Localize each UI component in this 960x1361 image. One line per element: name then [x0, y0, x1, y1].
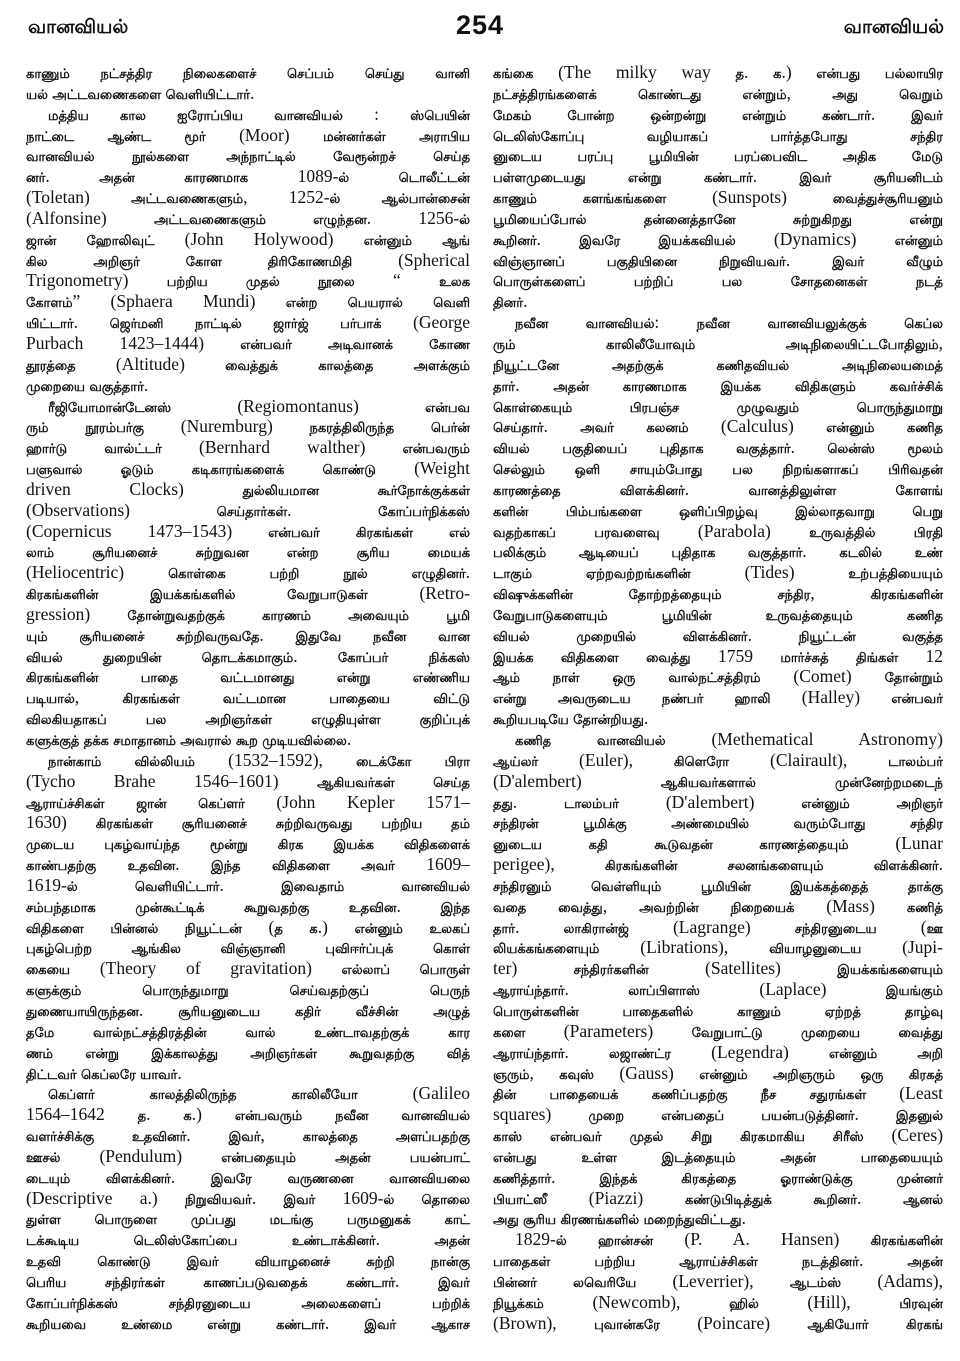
text-line: 1564–1642 த. க.) என்பவரும் நவீன வானவியல் — [26, 1106, 470, 1125]
text-line: (Brown), புவான்கரே (Poincare) ஆகியோர் கிரகங் — [493, 1314, 943, 1333]
text-line: ஆய்லர் (Euler), கிளெரோ (Clairault), டாலம்பர் — [493, 751, 943, 770]
text-line: டெலிஸ்கோப்பு வழியாகப் பார்த்தபோது சந்திர — [493, 129, 943, 145]
text-line: டையும் விளக்கினர். இவரே வருணனை வானவியலை — [26, 1168, 470, 1187]
text-line: பூமியைப்போல் தன்னைத்தானே சுற்றுகிறது என்று — [493, 212, 943, 228]
text-line: மத்திய கால ஐரோப்பிய வானவியல் : ஸ்பெயின் — [48, 105, 470, 124]
text-line: துணையாயிருந்தன. சூரியனுடைய கதிர் வீச்சின் அழுத் — [26, 1001, 470, 1020]
text-line: லாம் சூரியனைச் சுற்றுவன என்ற சூரிய மையக் — [26, 546, 470, 562]
paragraph — [26, 752, 470, 1086]
text-line: திட்டவர் கெப்லரே யாவர். — [26, 1064, 182, 1083]
text-line: கெப்ளர் காலத்திலிருந்த காலிலீயோ (Galileo — [48, 1085, 470, 1104]
text-line: களுக்கும் பொருந்துமாறு செய்வதற்குப் பெருந் — [26, 984, 470, 1000]
paragraph — [26, 64, 470, 106]
text-line: கிரகங்களின் இயக்கங்களில் வேறுபாடுகள் (Retro- — [26, 585, 470, 604]
text-line: வதற்காகப் பரவளைவு (Parabola) உருவத்தில் பிரதி — [493, 522, 943, 541]
text-line: தார். லாகிரான்ஜ் (Lagrange) சந்திரனுடைய (ஊ — [493, 918, 943, 937]
text-line: ter) சந்திரர்களின் (Satellites) இயக்கங்களையும் — [493, 960, 943, 979]
text-line: (D'alembert) ஆகியவர்களால் முன்னேற்றமடைந் — [493, 772, 943, 791]
text-line: அது சூரிய கிரணங்களில் மறைந்துவிட்டது. — [493, 1210, 746, 1229]
text-line: ஞரும், கவுஸ் (Gauss) என்னும் அறிஞரும் ஒரு கிரகத் — [493, 1064, 943, 1083]
text-line: டக்கூடிய டெலிஸ்கோப்பை உண்டாக்கினர். அதன் — [26, 1231, 470, 1250]
text-line: ரீஜியோமான்டேனஸ் (Regiomontanus) என்பவ — [48, 397, 470, 416]
text-line: யல் அட்டவணைகளை வெளியிட்டார். — [26, 84, 255, 103]
text-line: பின்னர் லவெரியே (Leverrier), ஆடம்ஸ் (Adams), — [493, 1272, 943, 1291]
text-line: நியூட்டனே அதற்குக் கணிதவியல் அடிநிலையமைத் — [493, 358, 943, 374]
text-line: விலகியதாகப் பல அறிஞர்கள் எழுதியுள்ள குறிப்புக் — [26, 713, 470, 729]
text-line: னுடைய கதி கூடுவதன் காரணத்தையும் (Lunar — [493, 835, 943, 854]
text-line: முடைய புகழ்வாய்ந்த மூன்று கிரக இயக்க விதிகளைக் — [26, 838, 470, 854]
text-line: கோளம்” (Sphaera Mundi) என்ற பெயரால் வெளி — [26, 293, 470, 312]
text-line: காஸ் என்பவர் முதல் சிறு கிரகமாகிய சிரீஸ் (Ceres) — [493, 1127, 943, 1146]
text-line: ஜான் ஹோலிவுட் (John Holywood) என்னும் ஆங் — [26, 230, 470, 249]
left-column — [26, 64, 470, 1335]
text-line: சந்திரன் பூமிக்கு அண்மையில் வரும்போது சந்திர — [493, 817, 943, 833]
text-line: squares) முறை என்பதைப் பயன்படுத்தினர். இதனுல் — [493, 1106, 943, 1125]
text-line: டாகும் ஏற்றவற்றங்களின் (Tides) உற்பத்தியையும் — [493, 564, 943, 583]
text-line: னுடைய பரப்பு பூமியின் பரப்பைவிட அதிக மேடு — [493, 150, 943, 166]
text-line: பாதைகள் பற்றிய ஆராய்ச்சிகள் நடத்தினர். அதன் — [493, 1252, 943, 1271]
paragraph — [493, 64, 943, 314]
text-line: வியல் துறையின் தொடக்கமாகும். கோப்பர் நிக்கஸ் — [26, 647, 470, 666]
text-line: படியால், கிரகங்கள் வட்டமான பாதையை விட்டு — [26, 689, 470, 708]
text-line: நியூக்கம் (Newcomb), ஹில் (Hill), பிரவுன் — [493, 1293, 943, 1312]
page-number: 254 — [455, 10, 505, 40]
text-line: காரணத்தை விளக்கினர். வானத்திலுள்ள கோளங் — [493, 480, 943, 499]
text-line: முறையை வகுத்தார். — [26, 376, 149, 395]
text-line: தினர். — [493, 293, 528, 312]
text-line: கணித வானவியல் (Methematical Astronomy) — [515, 731, 943, 749]
text-line: நாட்டை ஆண்ட மூர் (Moor) மன்னர்கள் அராபிய — [26, 126, 470, 145]
paragraph — [493, 731, 943, 1231]
text-line: புகழ்பெற்ற ஆங்கில விஞ்ஞானி புவிஈர்ப்புக் கொள் — [26, 942, 470, 958]
paragraph — [493, 1231, 943, 1335]
text-line: கிரகங்களின் பாதை வட்டமானது என்று எண்ணிய — [26, 671, 470, 687]
text-line: தமே வால்நட்சத்திரத்தின் வால் உண்டாவதற்குக் கார — [26, 1025, 470, 1041]
text-line: தின் பாதையைக் கணிப்பதற்கு நீச சதுரங்கள் (Least — [493, 1085, 943, 1104]
text-line: வதை வைத்து, அவற்றின் நிறையைக் (Mass) கணித் — [493, 897, 943, 916]
text-line: ஆம் நாள் ஒரு வால்நட்சத்திரம் (Comet) தோன்றும் — [493, 668, 943, 687]
text-line: (Heliocentric) கொள்கை பற்றி நூல் எழுதினர். — [26, 564, 470, 583]
text-line: நான்காம் வில்லியம் (1532–1592), டைக்கோ பிரா — [48, 751, 470, 770]
right-column — [493, 64, 943, 1335]
text-line: களை (Parameters) வேறுபாட்டு முறையை வைத்து — [493, 1022, 943, 1041]
text-line: லியக்கங்களையும் (Librations), வியாழனுடைய (Jupi- — [493, 939, 943, 958]
text-line: (Descriptive a.) நிறுவியவர். இவர் 1609-ல் தொலை — [26, 1189, 470, 1208]
text-line: வானவியல் நூல்களை அந்நாட்டில் வேரூன்றச் செய்த — [26, 150, 470, 166]
text-line: பொருள்களைப் பற்றிப் பல சோதனைகள் நடத் — [493, 275, 943, 291]
text-line: காணும் நட்சத்திர நிலைகளைச் செப்பம் செய்து வானி — [26, 67, 470, 82]
text-line: தார். அதன் காரணமாக இயக்க விதிகளும் கவர்ச்சிக் — [493, 376, 943, 395]
text-line: கூறினர். இவரே இயக்கவியல் (Dynamics) என்னும் — [493, 230, 943, 249]
text-line: செல்லும் ஒளி சாயும்போது பல நிறங்களாகப் பிரிவதன் — [493, 463, 943, 479]
text-line: வியல் முறையில் விளக்கினர். நியூட்டன் வகுத்த — [493, 626, 943, 645]
text-line: ரும் காலிலீயோவும் அடிநிலையிட்டபோதிலும், — [493, 334, 943, 353]
text-line: சம்பந்தமாக முன்கூட்டிக் கூறுவதற்கு உதவின. இந்த — [26, 897, 470, 916]
text-line: கணித்தார். இந்தக் கிரகத்தை ஓராண்டுக்கு முன்னர் — [493, 1168, 943, 1187]
running-head-left: வானவியல் — [28, 16, 129, 38]
text-line: தூரத்தை (Altitude) வைத்துக் காலத்தை அளக்கும் — [26, 355, 470, 374]
text-line: சந்திரனும் வெள்ளியும் பூமியின் இயக்கத்தைத் தாக்கு — [493, 879, 943, 895]
text-line: கோப்பர்நிக்கஸ் சந்திரனுடைய அலைகளைப் பற்றிக் — [26, 1296, 470, 1312]
text-line: களின் பிம்பங்களை ஒளிப்பிறழ்வு இல்லாதவாறு பெறு — [493, 504, 943, 520]
text-line: வேறுபாடுகளையும் பூமியின் உருவத்தையும் கணித — [493, 608, 943, 624]
text-line: கொள்கையும் பிரபஞ்ச முழுவதும் பொருந்துமாறு — [493, 400, 943, 416]
text-line: துள்ள பொருளை முப்பது மடங்கு பருமனுகக் காட் — [26, 1213, 470, 1229]
text-line: நவீன வானவியல்: நவீன வானவியலுக்குக் கெப்ல — [515, 314, 943, 333]
text-line: perigee), கிரகங்களின் சலனங்களையும் விளக்கினர். — [493, 856, 943, 875]
text-line: னர். அதன் காரணமாக 1089-ல் டொலீட்டன் — [26, 168, 470, 187]
text-line: Trigonometry) பற்றிய முதல் நூலை “ உலக — [26, 272, 470, 291]
text-line: என்று அவருடைய நண்பர் ஹாலி (Halley) என்பவர் — [493, 689, 943, 708]
text-line: கூறியபடியே தோன்றியது. — [493, 710, 649, 729]
text-line: பியாட்ஸீ (Piazzi) கண்டுபிடித்துக் கூறினர். ஆனல் — [493, 1189, 943, 1208]
text-line: பொருள்களின் பாதைகளில் காணும் ஏற்றத் தாழ்வு — [493, 1004, 943, 1020]
text-line: (Observations) செய்தார்கள். கோப்பர்நிக்கஸ் — [26, 501, 470, 520]
text-line: (Toletan) அட்டவணைகளும், 1252-ல் ஆல்பான்சைன் — [26, 189, 470, 208]
text-line: (Copernicus 1473–1543) என்பவர் கிரகங்கள் எல் — [26, 522, 470, 541]
text-line: ணம் என்று இக்காலத்து அறிஞர்கள் கூறுவதற்கு வித் — [26, 1046, 470, 1062]
text-line: என்பது உள்ள இடத்தையும் அதன் பாதையையும் — [493, 1150, 943, 1166]
text-line: 1829-ல் ஹான்சன் (P. A. Hansen) கிரகங்களின் — [515, 1231, 943, 1250]
text-line: விதிகளை பின்னல் நியூட்டன் (த க.) என்னும் உலகப் — [26, 918, 470, 937]
text-line: கங்கை (The milky way த. க.) என்பது பல்லாயிர — [493, 64, 943, 82]
text-line: ஊசல் (Pendulum) என்பதையும் அதன் பயன்பாட் — [26, 1147, 470, 1166]
running-head-right: வானவியல் — [843, 16, 944, 38]
text-line: 1630) கிரகங்கள் சூரியனைச் சுற்றிவருவது பற்றிய தம் — [26, 814, 470, 833]
text-line: ஹார்டு வால்ட்டர் (Bernhard walther) என்பவரும் — [26, 439, 470, 458]
text-line: driven Clocks) துல்லியமான கூர்நோக்குக்கள் — [26, 480, 470, 499]
text-line: கூறியவை உண்மை என்று கண்டார். இவர் ஆகாச — [26, 1314, 470, 1333]
paragraph — [26, 398, 470, 752]
paragraph — [493, 314, 943, 731]
text-line: காணும் களங்கங்களை (Sunspots) வைத்துச்சூரியனும் — [493, 189, 943, 208]
paragraph — [26, 1085, 470, 1335]
text-line: செய்தார். அவர் கலனம் (Calculus) என்னும் கணித — [493, 418, 943, 437]
text-line: மேகம் போன்ற ஒன்றன்று என்றும் கண்டார். இவர் — [493, 105, 943, 124]
text-line: பலிக்கும் ஆடியைப் புதிதாக வகுத்தார். கடலில் உண் — [493, 543, 943, 562]
paragraph — [26, 106, 470, 398]
text-line: ஆராய்ந்தார். லஜாண்ட்ர (Legendra) என்னும் அறி — [493, 1043, 943, 1062]
text-line: தது. டாலம்பர் (D'alembert) என்னும் அறிஞர் — [493, 793, 943, 812]
text-line: வியல் பகுதியைப் புதிதாக வகுத்தார். லென்ஸ் மூலம் — [493, 439, 943, 458]
text-line: (Tycho Brahe 1546–1601) ஆகியவர்கள் செய்த — [26, 772, 470, 791]
page-header — [0, 0, 960, 56]
text-line: விஞ்ஞானப் பகுதியினை நிறுவியவர். இவர் வீழும் — [493, 251, 943, 270]
text-line: வளர்ச்சிக்கு உதவினர். இவர், காலத்தை அளப்பதற்கு — [26, 1127, 470, 1146]
text-line: காண்பதற்கு உதவின. இந்த விதிகளை அவர் 1609– — [26, 856, 470, 875]
text-line: Purbach 1423–1444) என்பவர் அடிவானக் கோண — [26, 334, 470, 353]
text-line: ரும் நூரம்பர்கு (Nuremburg) நகரத்திலிருந்த பெர்ன் — [26, 418, 470, 437]
text-line: கையை (Theory of gravitation) எல்லாப் பொருள் — [26, 960, 470, 979]
text-line: 1619-ல் வெளியிட்டார். இவைதாம் வானவியல் — [26, 876, 470, 895]
text-line: உதவி கொண்டு இவர் வியாழனைச் சுற்றி நான்கு — [26, 1255, 470, 1271]
text-line: gression) தோன்றுவதற்குக் காரணம் அவையும் பூமி — [26, 605, 470, 624]
text-line: பெரிய சந்திரர்கள் காணப்படுவதைக் கண்டார். இவர் — [26, 1272, 470, 1291]
text-line: கில அறிஞர் கோள திரிகோணமிதி (Spherical — [26, 251, 470, 270]
text-line: இயக்க விதிகளை வைத்து 1759 மார்ச்சுத் திங்கள் 12 — [493, 647, 943, 666]
text-line: பளுவால் ஓடும் கடிகாரங்களைக் கொண்டு (Weight — [26, 460, 470, 479]
text-line: ஆராய்ந்தார். லாப்பிளாஸ் (Laplace) இயங்கும் — [493, 981, 943, 1000]
text-line: ஆராய்ச்சிகள் ஜான் கெப்ளர் (John Kepler 1571– — [26, 793, 470, 812]
text-line: களுக்குத் தக்க சமாதானம் அவரால் கூற முடியவில்லை. — [26, 731, 352, 749]
text-line: (Alfonsine) அட்டவணைகளும் எழுந்தன. 1256-ல் — [26, 209, 470, 228]
text-line: விஷுக்களின் தோற்றத்தையும் சந்திர, கிரகங்களின் — [493, 585, 943, 604]
text-line: பள்ளமுடையது என்று கண்டார். இவர் சூரியனிடம் — [493, 168, 943, 187]
text-line: யிட்டார். ஜெர்மனி நாட்டில் ஜார்ஜ் பர்பாக் (George — [26, 314, 470, 333]
text-line: நட்சத்திரங்களைக் கொண்டது என்றும், அது வெறும் — [493, 84, 943, 103]
text-line: யும் சூரியனைச் சுற்றிவருவதே. இதுவே நவீன வான — [26, 626, 470, 645]
